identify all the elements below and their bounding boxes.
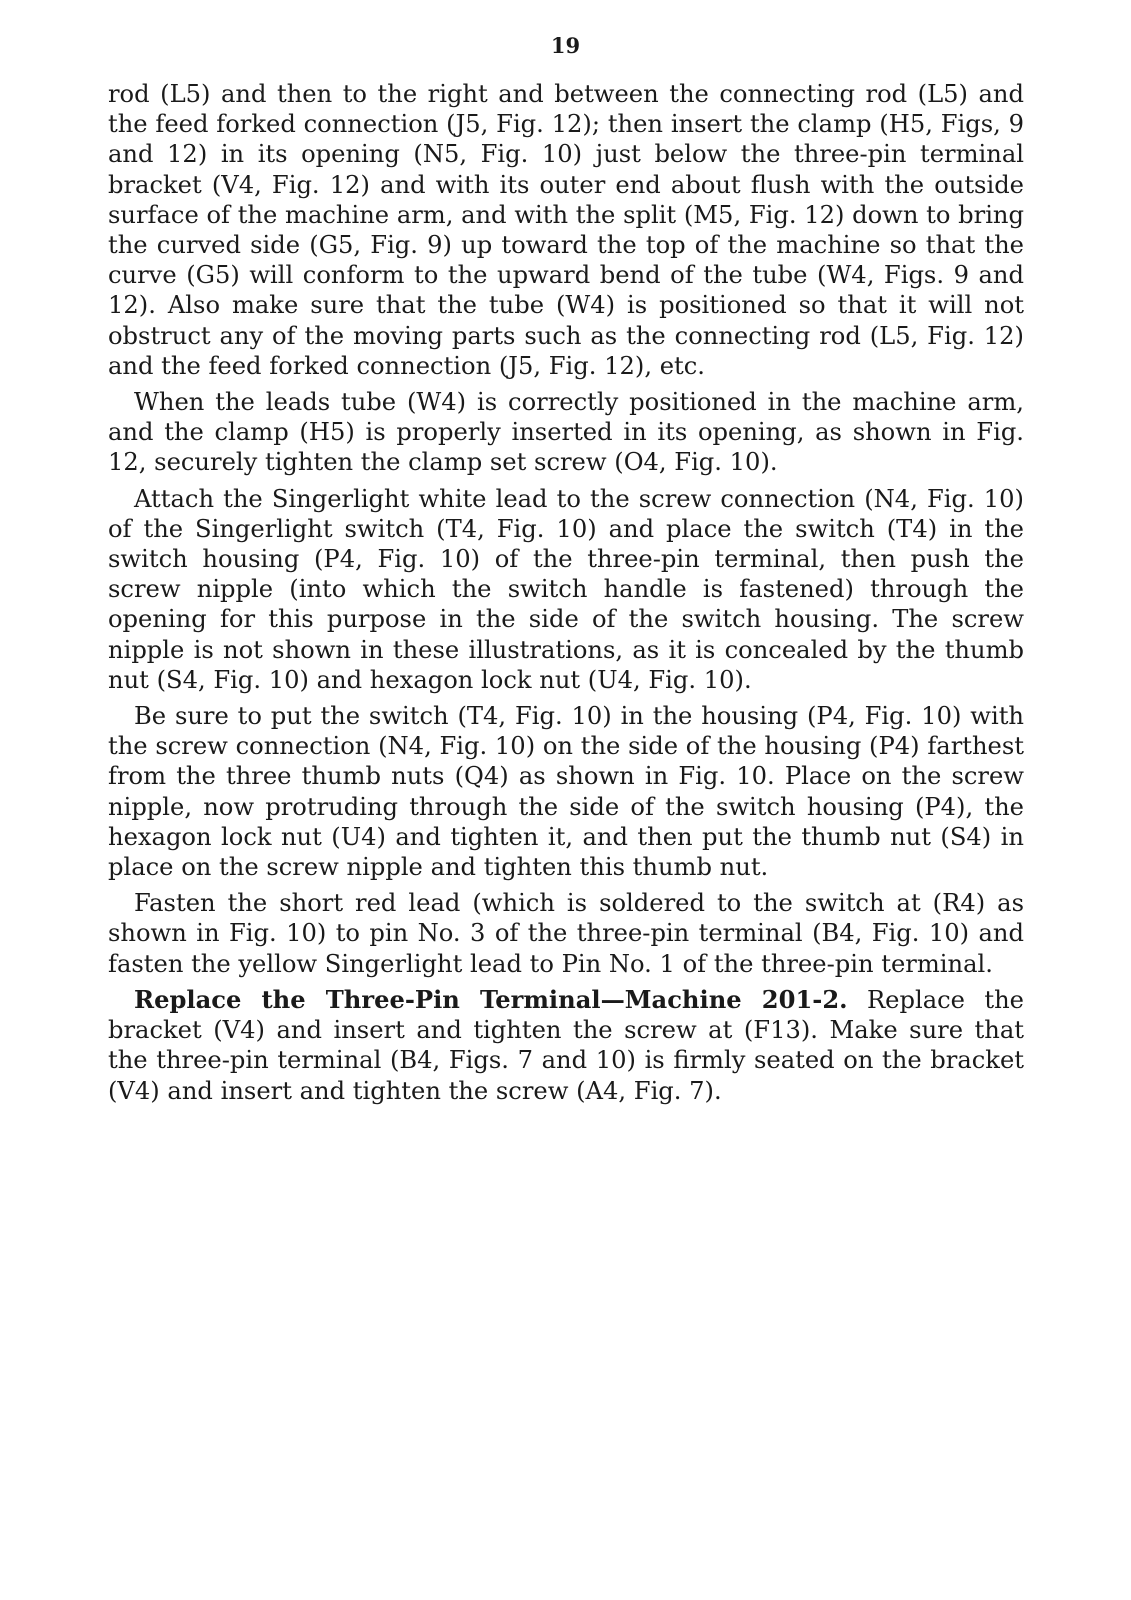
- paragraph-leads-tube: When the leads tube (W4) is correctly positioned in the machine arm, and the clamp (H5) is properly inserted in its opening, as shown in Fig. 12, securely tighten the clamp set screw (O4, Fig. 10).: [108, 388, 1024, 477]
- page-number: 19: [550, 33, 581, 58]
- body-text: [108, 79, 1024, 1112]
- paragraph-replace-terminal: [108, 985, 1024, 1106]
- section-heading: Replace the Three-Pin Terminal—Machine 201-2.: [134, 984, 848, 1014]
- paragraph-attach-lead: Attach the Singerlight white lead to the screw connection (N4, Fig. 10) of the Singerlight switch (T4, Fig. 10) and place the switch (T4) in the switch housing (P4, Fig. 10) of the three-pin terminal, then push the screw nipple (into which the switch handle is fastened) through the opening for this purpose in the side of the switch housing. The screw nipple is not shown in these illustrations, as it is concealed by the thumb nut (S4, Fig. 10) and hexagon lock nut (U4, Fig. 10).: [108, 484, 1024, 694]
- paragraph-continuation: rod (L5) and then to the right and between the connecting rod (L5) and the feed forked connection (J5, Fig. 12); then insert the clamp (H5, Figs, 9 and 12) in its opening (N5, Fig. 10) just below the three-pin terminal bracket (V4, Fig. 12) and with its outer end about flush with the outside surface of the machine arm, and with the split (M5, Fig. 12) down to bring the curved side (G5, Fig. 9) up toward the top of the machine so that the curve (G5) will conform to the upward bend of the tube (W4, Figs. 9 and 12). Also make sure that the tube (W4) is positioned so that it will not obstruct any of the moving parts such as the connecting rod (L5, Fig. 12) and the feed forked connection (J5, Fig. 12), etc.: [108, 80, 1024, 380]
- section-text: Replace the bracket (V4) and insert and tighten the screw at (F13). Make sure that the three-pin terminal (B4, Figs. 7 and 10) is firmly seated on the bracket (V4) and insert and tighten the screw (A4, Fig. 7).: [108, 985, 1024, 1105]
- paragraph-red-lead: Fasten the short red lead (which is soldered to the switch at (R4) as shown in Fig. 10) to pin No. 3 of the three-pin terminal (B4, Fig. 10) and fasten the yellow Singerlight lead to Pin No. 1 of the three-pin terminal.: [108, 889, 1024, 978]
- paragraph-switch-housing: Be sure to put the switch (T4, Fig. 10) in the housing (P4, Fig. 10) with the screw connection (N4, Fig. 10) on the side of the housing (P4) farthest from the three thumb nuts (Q4) as shown in Fig. 10. Place on the screw nipple, now protruding through the side of the switch housing (P4), the hexagon lock nut (U4) and tighten it, and then put the thumb nut (S4) in place on the screw nipple and tighten this thumb nut.: [108, 702, 1024, 882]
